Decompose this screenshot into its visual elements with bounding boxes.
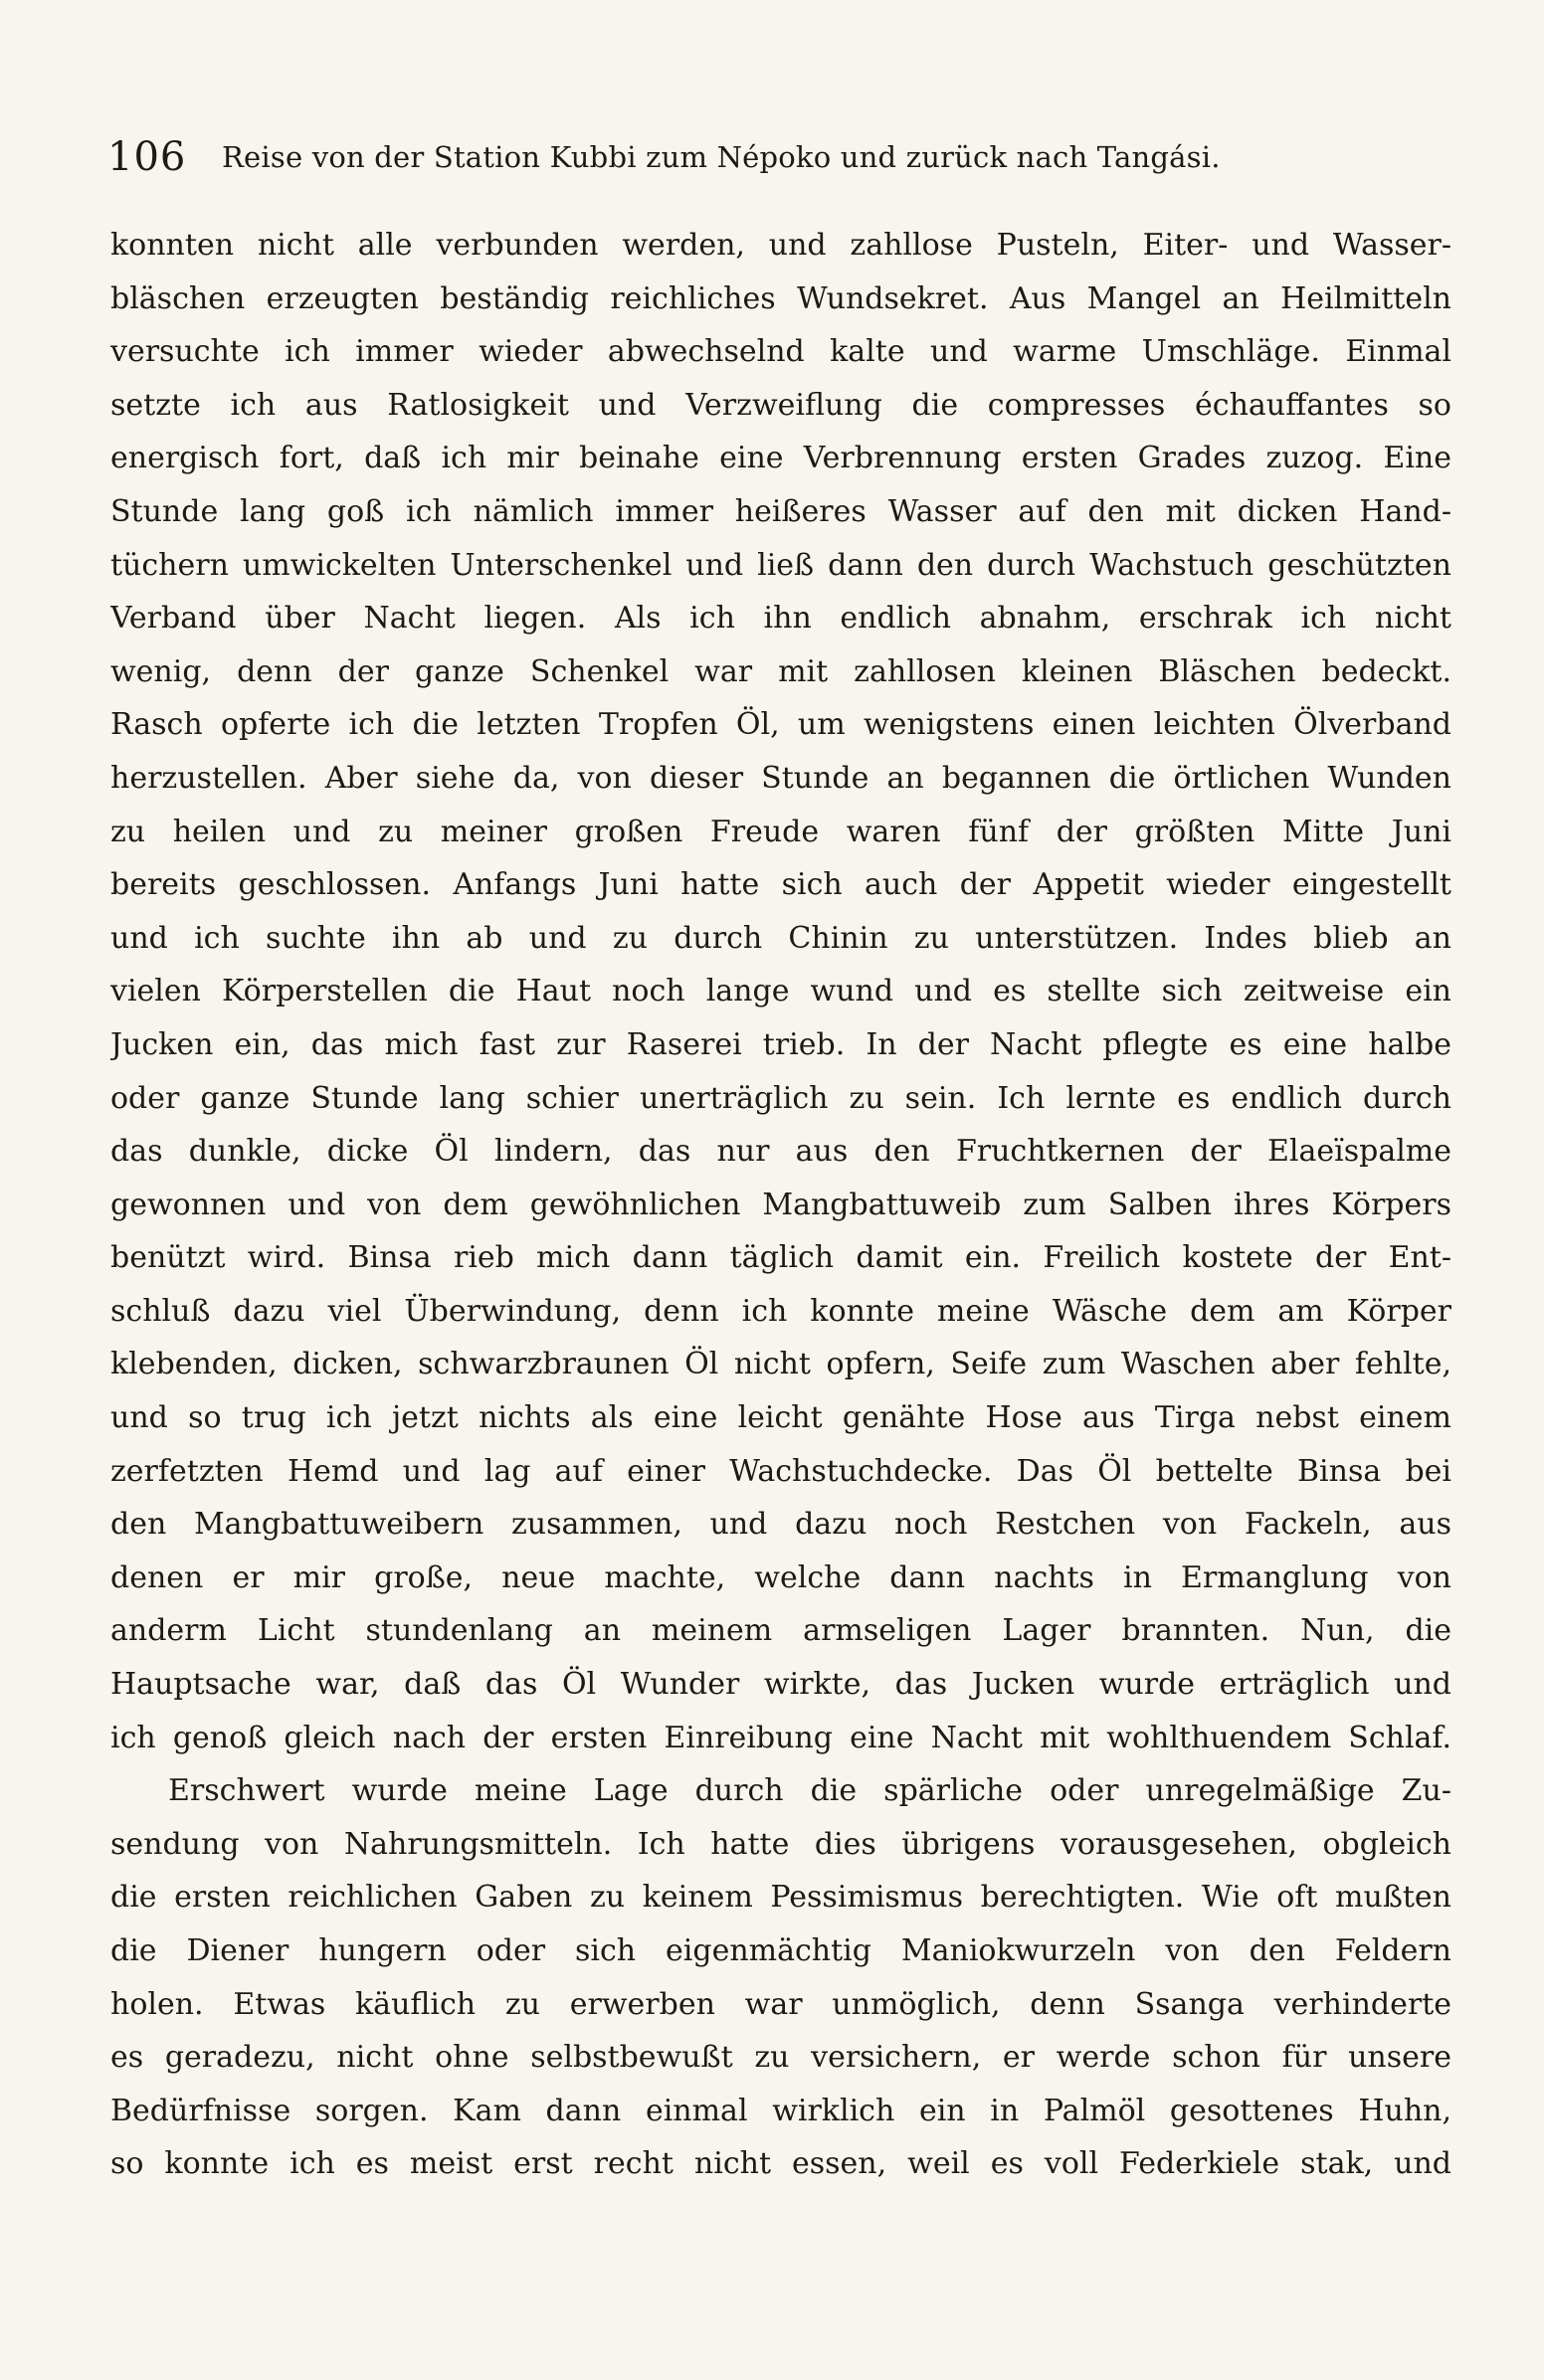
text-line: die ersten reichlichen Gaben zu keinem Pessimismus berechtigten. Wie oft mußten	[110, 1880, 1451, 1916]
text-line: den Mangbattuweibern zusammen, und dazu noch Restchen von Fackeln, aus	[110, 1507, 1451, 1543]
text-line: bereits geschlossen. Anfangs Juni hatte sich auch der Appetit wieder eingestellt	[110, 867, 1451, 903]
text-line: bläschen erzeugten beständig reichliches Wundsekret. Aus Mangel an Heilmitteln	[110, 280, 1451, 316]
text-line: tüchern umwickelten Unterschenkel und ließ dann den durch Wachstuch geschützten	[110, 547, 1451, 583]
text-line: Erschwert wurde meine Lage durch die spärliche oder unregelmäßige Zu-	[168, 1773, 1451, 1809]
page-number: 106	[107, 134, 187, 180]
text-line: Jucken ein, das mich fast zur Raserei trieb. In der Nacht pflegte es eine halbe	[110, 1026, 1451, 1062]
text-line: klebenden, dicken, schwarzbraunen Öl nicht opfern, Seife zum Waschen aber fehlte,	[110, 1347, 1451, 1382]
text-line: sendung von Nahrungsmitteln. Ich hatte dies übrigens vorausgesehen, obgleich	[110, 1826, 1451, 1862]
text-line: Hauptsache war, daß das Öl Wunder wirkte, das Jucken wurde erträglich und	[110, 1667, 1451, 1703]
text-line: versuchte ich immer wieder abwechselnd kalte und warme Umschläge. Einmal	[110, 334, 1451, 370]
text-line: energisch fort, daß ich mir beinahe eine Verbrennung ersten Grades zuzog. Eine	[110, 441, 1451, 476]
text-line: zu heilen und zu meiner großen Freude waren fünf der größten Mitte Juni	[110, 814, 1451, 849]
text-line: setzte ich aus Ratlosigkeit und Verzweiflung die compresses échauffantes so	[110, 387, 1451, 423]
body-text	[110, 219, 1451, 2191]
text-line: das dunkle, dicke Öl lindern, das nur aus den Fruchtkernen der Elaeïspalme	[110, 1134, 1451, 1170]
text-line: zerfetzten Hemd und lag auf einer Wachstuchdecke. Das Öl bettelte Binsa bei	[110, 1453, 1451, 1489]
text-line: Rasch opferte ich die letzten Tropfen Öl, um wenigstens einen leichten Ölverband	[110, 707, 1451, 743]
text-line: herzustellen. Aber siehe da, von dieser Stunde an begannen die örtlichen Wunden	[110, 760, 1451, 796]
text-line: gewonnen und von dem gewöhnlichen Mangbattuweib zum Salben ihres Körpers	[110, 1187, 1451, 1222]
text-line: die Diener hungern oder sich eigenmächtig Maniokwurzeln von den Feldern	[110, 1933, 1451, 1968]
text-line: so konnte ich es meist erst recht nicht essen, weil es voll Federkiele stak, und	[110, 2146, 1451, 2182]
text-line: es geradezu, nicht ohne selbstbewußt zu versichern, er werde schon für unsere	[110, 2040, 1451, 2076]
text-line: schluß dazu viel Überwindung, denn ich konnte meine Wäsche dem am Körper	[110, 1293, 1451, 1329]
text-line: Bedürfnisse sorgen. Kam dann einmal wirklich ein in Palmöl gesottenes Huhn,	[110, 2093, 1451, 2128]
text-line: vielen Körperstellen die Haut noch lange wund und es stellte sich zeitweise ein	[110, 974, 1451, 1009]
text-line: denen er mir große, neue machte, welche dann nachts in Ermanglung von	[110, 1559, 1451, 1595]
text-line: konnten nicht alle verbunden werden, und zahllose Pusteln, Eiter- und Wasser-	[110, 228, 1451, 263]
running-title: Reise von der Station Kubbi zum Népoko und zurück nach Tangási.	[222, 140, 1221, 174]
page-header	[107, 127, 1450, 187]
text-line: benützt wird. Binsa rieb mich dann täglich damit ein. Freilich kostete der Ent-	[110, 1240, 1451, 1276]
text-line: oder ganze Stunde lang schier unerträglich zu sein. Ich lernte es endlich durch	[110, 1080, 1451, 1116]
text-line: wenig, denn der ganze Schenkel war mit zahllosen kleinen Bläschen bedeckt.	[110, 653, 1451, 689]
text-line: Verband über Nacht liegen. Als ich ihn endlich abnahm, erschrak ich nicht	[110, 601, 1451, 637]
text-line: und ich suchte ihn ab und zu durch Chinin zu unterstützen. Indes blieb an	[110, 920, 1451, 956]
text-line: anderm Licht stundenlang an meinem armseligen Lager brannten. Nun, die	[110, 1613, 1451, 1649]
text-line: ich genoß gleich nach der ersten Einreibung eine Nacht mit wohlthuendem Schlaf.	[110, 1720, 1451, 1755]
text-line: Stunde lang goß ich nämlich immer heißeres Wasser auf den mit dicken Hand-	[110, 493, 1451, 529]
text-line: holen. Etwas käuflich zu erwerben war unmöglich, denn Ssanga verhinderte	[110, 1986, 1451, 2022]
text-line: und so trug ich jetzt nichts als eine leicht genähte Hose aus Tirga nebst einem	[110, 1400, 1451, 1436]
